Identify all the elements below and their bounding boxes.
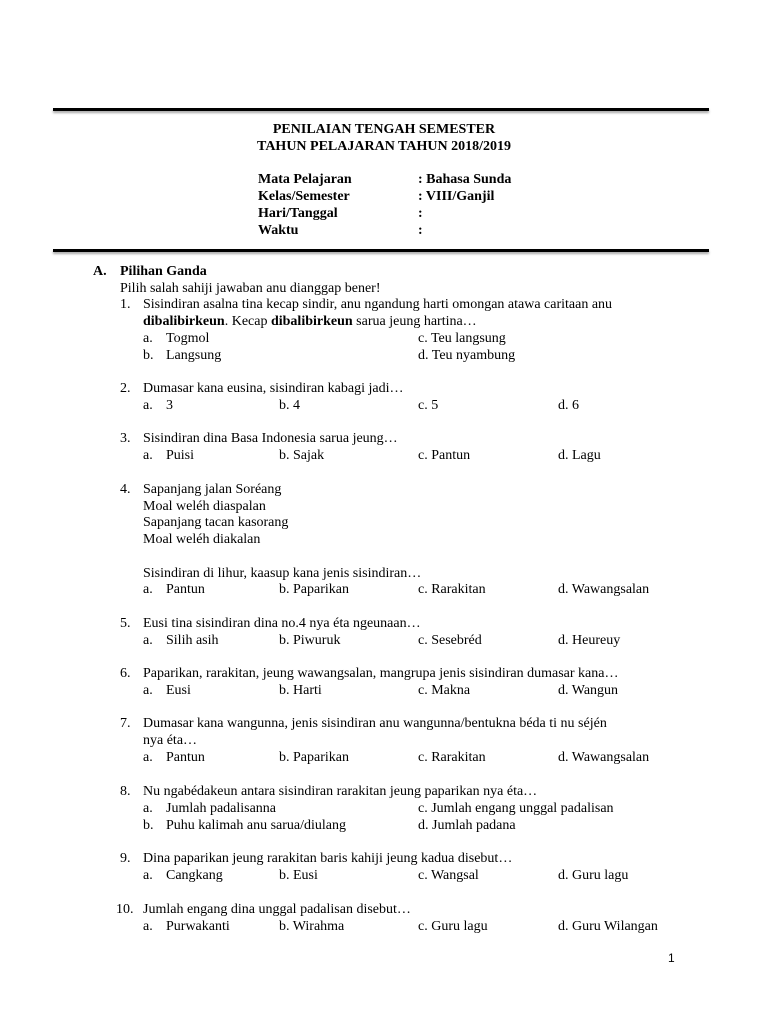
q7-text-line1: Dumasar kana wangunna, jenis sisindiran anu wangunna/bentukna béda ti nu séjén — [143, 716, 607, 731]
header-top-rule — [53, 108, 709, 111]
q3-option-d: d. Lagu — [558, 448, 601, 463]
q9-option-c: c. Wangsal — [418, 868, 479, 883]
q7-option-d: d. Wawangsalan — [558, 750, 650, 765]
q10-option-d: d. Guru Wilangan — [558, 919, 658, 934]
q4-option-c: c. Rarakitan — [418, 582, 486, 597]
q7-option-b: b. Paparikan — [279, 750, 349, 765]
info-label-class: Kelas/Semester — [258, 189, 350, 204]
section-instruction: Pilih salah sahiji jawaban anu dianggap bener! — [120, 281, 381, 296]
q1-option-a: Togmol — [166, 331, 210, 346]
q1-text-line2 — [143, 313, 477, 330]
q4-text: Sisindiran di lihur, kaasup kana jenis sisindiran… — [143, 566, 422, 581]
q3-option-b: b. Sajak — [279, 448, 325, 463]
q7-text-line2: nya éta… — [143, 733, 198, 748]
q6-option-b: b. Harti — [279, 683, 322, 698]
q5-option-d: d. Heureuy — [558, 633, 621, 648]
q7-option-a: Pantun — [166, 750, 205, 765]
q1-option-b: Langsung — [166, 348, 222, 363]
q2-option-b: b. 4 — [279, 398, 300, 413]
q8-option-a-letter: a. — [143, 801, 153, 816]
q5-text: Eusi tina sisindiran dina no.4 nya éta ngeunaan… — [143, 616, 421, 631]
q6-option-c: c. Makna — [418, 683, 471, 698]
page-number: 1 — [668, 951, 675, 965]
q9-text: Dina paparikan jeung rarakitan baris kahiji jeung kadua disebut… — [143, 851, 513, 866]
q4-number: 4. — [120, 482, 131, 497]
q6-text: Paparikan, rarakitan, jeung wawangsalan, mangrupa jenis sisindiran dumasar kana… — [143, 666, 619, 681]
q6-option-a: Eusi — [166, 683, 191, 698]
q1-bold-term-2: dibalibirkeun — [270, 314, 353, 329]
q2-text: Dumasar kana eusina, sisindiran kabagi jadi… — [143, 381, 404, 396]
q4-poem-line4: Moal weléh diakalan — [143, 532, 261, 547]
q1-option-b-letter: b. — [143, 348, 154, 363]
section-letter: A. — [93, 264, 107, 279]
q4-poem-line2: Moal weléh diaspalan — [143, 499, 266, 514]
q6-option-d: d. Wangun — [558, 683, 619, 698]
q2-number: 2. — [120, 381, 131, 396]
q3-text: Sisindiran dina Basa Indonesia sarua jeung… — [143, 431, 398, 446]
exam-title: PENILAIAN TENGAH SEMESTER — [272, 122, 496, 137]
q9-option-d: d. Guru lagu — [558, 868, 629, 883]
q1-text-line1: Sisindiran asalna tina kecap sindir, anu ngandung harti omongan atawa caritaan anu — [143, 297, 613, 312]
section-title: Pilihan Ganda — [120, 264, 207, 279]
q4-option-d: d. Wawangsalan — [558, 582, 650, 597]
q6-option-a-letter: a. — [143, 683, 153, 698]
q9-option-b: b. Eusi — [279, 868, 318, 883]
q10-option-a: Purwakanti — [166, 919, 230, 934]
q4-option-a-letter: a. — [143, 582, 153, 597]
q3-option-a: Puisi — [166, 448, 195, 463]
school-year-title: TAHUN PELAJARAN TAHUN 2018/2019 — [257, 139, 511, 154]
q3-option-c: c. Pantun — [418, 448, 471, 463]
q2-option-a-letter: a. — [143, 398, 153, 413]
q1-option-a-letter: a. — [143, 331, 153, 346]
q8-option-b-letter: b. — [143, 818, 154, 833]
info-value-time: : — [418, 223, 423, 238]
q7-option-a-letter: a. — [143, 750, 153, 765]
q9-option-a: Cangkang — [166, 868, 223, 883]
q10-option-b: b. Wirahma — [279, 919, 345, 934]
q10-number: 10. — [116, 902, 134, 917]
q1-text-tail: sarua jeung hartina… — [352, 314, 477, 329]
info-value-date: : — [418, 206, 423, 221]
q1-number: 1. — [120, 297, 131, 312]
q4-option-a: Pantun — [166, 582, 205, 597]
info-value-subject: : Bahasa Sunda — [418, 172, 512, 187]
q10-option-c: c. Guru lagu — [418, 919, 488, 934]
q7-option-c: c. Rarakitan — [418, 750, 486, 765]
q1-bold-term-1: dibalibirkeun — [143, 314, 225, 329]
info-label-date: Hari/Tanggal — [258, 206, 338, 221]
q8-text: Nu ngabédakeun antara sisindiran rarakitan jeung paparikan nya éta… — [143, 784, 538, 799]
q10-text: Jumlah engang dina unggal padalisan disebut… — [143, 902, 411, 917]
q9-number: 9. — [120, 851, 131, 866]
q1-option-c: c. Teu langsung — [418, 331, 506, 346]
q8-option-a: Jumlah padalisanna — [166, 801, 277, 816]
info-label-time: Waktu — [258, 223, 299, 238]
q8-option-c: c. Jumlah engang unggal padalisan — [418, 801, 614, 816]
q4-option-b: b. Paparikan — [279, 582, 349, 597]
q2-option-a: 3 — [166, 398, 173, 413]
q2-option-c: c. 5 — [418, 398, 439, 413]
q5-option-a: Silih asih — [166, 633, 219, 648]
q5-option-c: c. Sesebréd — [418, 633, 482, 648]
q1-text-mid: . Kecap — [224, 314, 271, 329]
q7-number: 7. — [120, 716, 131, 731]
q8-option-d: d. Jumlah padana — [418, 818, 516, 833]
header-bottom-rule — [53, 249, 709, 252]
info-value-class: : VIII/Ganjil — [418, 189, 495, 204]
q9-option-a-letter: a. — [143, 868, 153, 883]
q3-option-a-letter: a. — [143, 448, 153, 463]
q2-option-d: d. 6 — [558, 398, 579, 413]
q4-poem-line1: Sapanjang jalan Soréang — [143, 482, 282, 497]
q5-option-b: b. Piwuruk — [279, 633, 341, 648]
q8-option-b: Puhu kalimah anu sarua/diulang — [166, 818, 347, 833]
q10-option-a-letter: a. — [143, 919, 153, 934]
q8-number: 8. — [120, 784, 131, 799]
q4-poem-line3: Sapanjang tacan kasorang — [143, 515, 289, 530]
q3-number: 3. — [120, 431, 131, 446]
q6-number: 6. — [120, 666, 131, 681]
q1-option-d: d. Teu nyambung — [418, 348, 516, 363]
info-label-subject: Mata Pelajaran — [258, 172, 352, 187]
q5-number: 5. — [120, 616, 131, 631]
q5-option-a-letter: a. — [143, 633, 153, 648]
